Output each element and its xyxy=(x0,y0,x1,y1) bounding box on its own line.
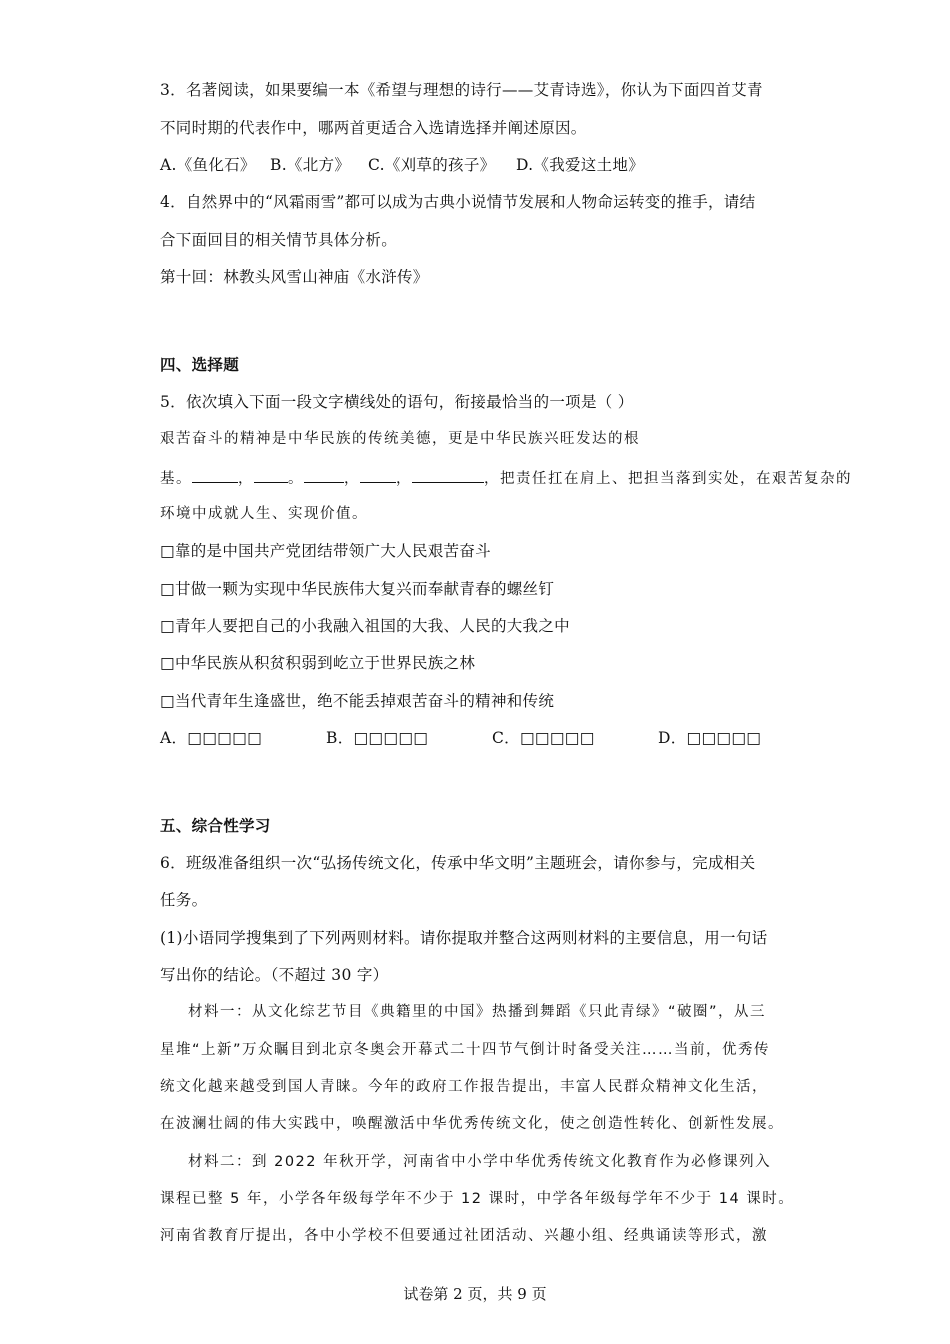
q3-option-c: C.《刈草的孩子》 xyxy=(368,156,496,174)
q3-option-b: B.《北方》 xyxy=(270,156,351,174)
answer-blank-1[interactable] xyxy=(192,466,238,483)
q5-item-5: □当代青年生逢盛世，绝不能丢掉艰苦奋斗的精神和传统 xyxy=(160,692,555,710)
material-1-line-3: 统文化越来越受到国人青睐。今年的政府工作报告提出，丰富人民群众精神文化生活， xyxy=(160,1079,768,1095)
q5-passage-line-2 xyxy=(160,466,852,490)
q3-options xyxy=(160,154,800,176)
q5-choice-c[interactable]: C．□□□□□ xyxy=(492,729,595,747)
material-1-line-4: 在波澜壮阔的伟大实践中，唤醒激活中华优秀传统文化，使之创造性转化、创新性发展。 xyxy=(160,1116,784,1132)
page-footer: 试卷第 2 页，共 9 页 xyxy=(403,1285,547,1303)
q5-choice-d[interactable]: D．□□□□□ xyxy=(658,729,762,747)
q6-sub1-line-2: 写出你的结论。（不超过 30 字） xyxy=(160,966,389,984)
q4-line-1: 4．自然界中的“风霜雨雪”都可以成为古典小说情节发展和人物命运转变的推手，请结 xyxy=(160,193,756,211)
material-2-line-1: 材料二：到 2022 年秋开学，河南省中小学中华优秀传统文化教育作为必修课列入 xyxy=(188,1154,772,1170)
section-5-heading: 五、综合性学习 xyxy=(160,817,271,835)
answer-blank-4[interactable] xyxy=(360,466,396,483)
q5-passage-end: ，把责任扛在肩上、把担当落到实处，在艰苦复杂的 xyxy=(484,471,852,487)
answer-blank-3[interactable] xyxy=(304,466,344,483)
q6-line-1: 6．班级准备组织一次“弘扬传统文化，传承中华文明”主题班会，请你参与，完成相关 xyxy=(160,854,756,872)
answer-blank-5[interactable] xyxy=(412,466,484,483)
q3-line-1: 3．名著阅读，如果要编一本《希望与理想的诗行——艾青诗选》，你认为下面四首艾青 xyxy=(160,81,763,99)
q3-option-a: A.《鱼化石》 xyxy=(160,156,256,174)
q5-choice-a[interactable]: A．□□□□□ xyxy=(160,729,263,747)
answer-blank-2[interactable] xyxy=(254,466,288,483)
material-2-line-3: 河南省教育厅提出，各中小学校不但要通过社团活动、兴趣小组、经典诵读等形式，激 xyxy=(160,1228,768,1244)
q6-sub1-line-1: (1)小语同学搜集到了下列两则材料。请你提取并整合这两则材料的主要信息，用一句话 xyxy=(160,929,768,947)
q3-option-d: D.《我爱这土地》 xyxy=(516,156,645,174)
q4-line-3: 第十回：林教头风雪山神庙《水浒传》 xyxy=(160,268,429,286)
blank-separator: ， xyxy=(396,471,412,487)
q5-item-3: □青年人要把自己的小我融入祖国的大我、人民的大我之中 xyxy=(160,617,570,635)
section-4-heading: 四、选择题 xyxy=(160,356,240,374)
q5-choice-b[interactable]: B．□□□□□ xyxy=(326,729,429,747)
q5-passage-line-1: 艰苦奋斗的精神是中华民族的传统美德，更是中华民族兴旺发达的根 xyxy=(160,431,640,447)
blank-separator: ， xyxy=(344,471,360,487)
q3-line-2: 不同时期的代表作中，哪两首更适合入选请选择并阐述原因。 xyxy=(160,119,587,137)
blank-separator: ， xyxy=(238,471,254,487)
q5-choices xyxy=(160,727,800,749)
q5-item-1: □靠的是中国共产党团结带领广大人民艰苦奋斗 xyxy=(160,542,491,560)
q5-stem: 5．依次填入下面一段文字横线处的语句，衔接最恰当的一项是（ ） xyxy=(160,393,634,411)
q4-line-2: 合下面回目的相关情节具体分析。 xyxy=(160,231,398,249)
q6-line-2: 任务。 xyxy=(160,891,208,909)
q5-passage-line-3: 环境中成就人生、实现价值。 xyxy=(160,506,368,522)
q5-item-4: □中华民族从积贫积弱到屹立于世界民族之林 xyxy=(160,654,476,672)
material-1-line-1: 材料一：从文化综艺节目《典籍里的中国》热播到舞蹈《只此青绿》“破圈”，从三 xyxy=(188,1004,767,1020)
q5-passage-start: 基。 xyxy=(160,471,192,487)
material-1-line-2: 星堆“上新”万众瞩目到北京冬奥会开幕式二十四节气倒计时备受关注……当前，优秀传 xyxy=(160,1042,771,1058)
q5-item-2: □甘做一颗为实现中华民族伟大复兴而奉献青春的螺丝钉 xyxy=(160,580,555,598)
material-2-line-2: 课程已整 5 年，小学各年级每学年不少于 12 课时，中学各年级每学年不少于 14 课时。 xyxy=(160,1191,795,1207)
blank-separator: 。 xyxy=(288,471,304,487)
